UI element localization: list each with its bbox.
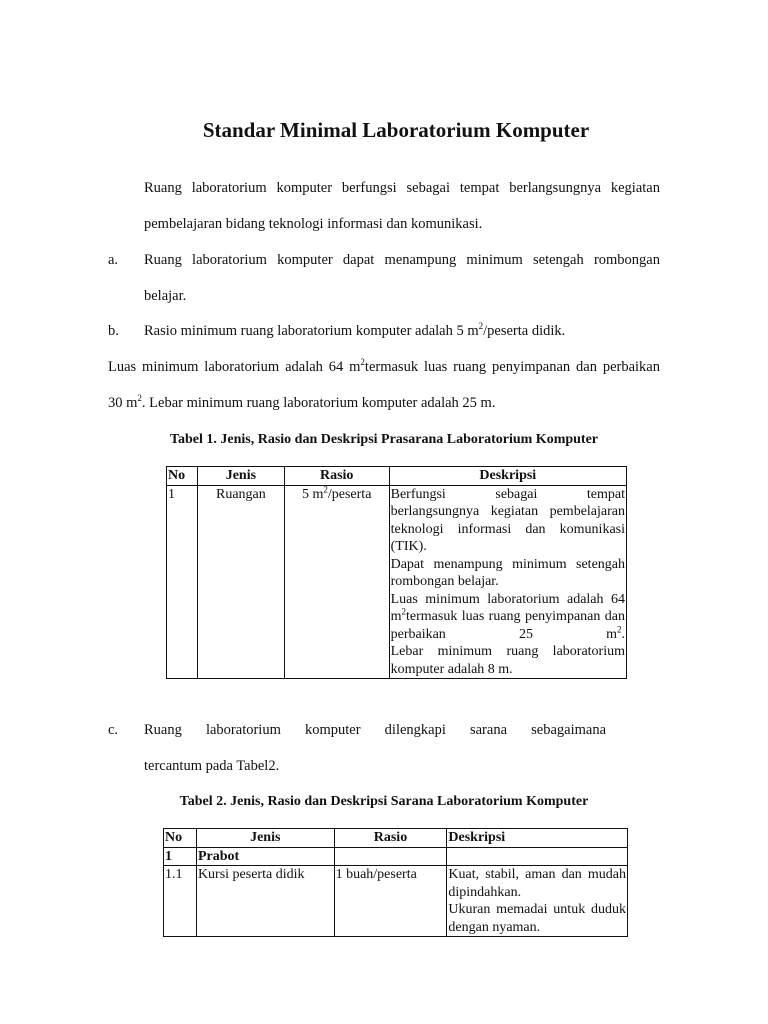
item-a-line-2: belajar.	[144, 288, 187, 304]
table-row	[164, 847, 628, 866]
item-b-marker: b.	[108, 323, 119, 339]
table2-desc-2: Ukuran memadai untuk duduk dengan nyaman.	[448, 902, 626, 935]
table1-caption: Tabel 1. Jenis, Rasio dan Deskripsi Prasarana Laboratorium Komputer	[169, 432, 599, 447]
table1-cell-rasio: 5 $m^2$/peserta	[284, 485, 389, 679]
table2-cell-no: 1.1	[164, 866, 197, 937]
table1-header-rasio: Rasio	[284, 467, 389, 486]
table2-group-no: 1	[164, 847, 197, 866]
table2-header-jenis: Jenis	[196, 829, 334, 848]
luas-line-1: Luas minimum laboratorium adalah 64 $m^2termasuk$ luas ruang penyimpanan dan perbaikan	[108, 357, 660, 375]
table1-cell-jenis: Ruangan	[197, 485, 284, 679]
item-a-marker: a.	[108, 252, 119, 268]
item-b-text: Rasio minimum ruang laboratorium komputer adalah 5 $m^2$/peserta didik.	[144, 321, 566, 339]
table-row	[167, 485, 627, 679]
page-title: Standar Minimal Laboratorium Komputer	[202, 118, 590, 142]
table1	[166, 466, 627, 679]
table1-desc-2: Dapat menampung minimum setengah rombongan belajar.	[390, 556, 625, 589]
table2-cell-deskripsi	[447, 866, 628, 937]
table2-header-no: No	[164, 829, 197, 848]
intro-line-1: Ruang laboratorium komputer berfungsi sebagai tempat berlangsungnya kegiatan	[144, 180, 660, 196]
table1-header-jenis: Jenis	[197, 467, 284, 486]
table1-desc-3: Luas minimum laboratorium adalah 64 $m^2termasuk$ luas ruang penyimpanan dan perbaikan 25 $m^2$.	[390, 591, 625, 642]
table1-header-no: No	[167, 467, 198, 486]
table2-caption: Tabel 2. Jenis, Rasio dan Deskripsi Sarana Laboratorium Komputer	[179, 794, 589, 809]
table1-header-deskripsi: Deskripsi	[389, 467, 626, 486]
table2-header-deskripsi: Deskripsi	[447, 829, 628, 848]
table2	[163, 828, 628, 937]
table2-cell-rasio: 1 buah/peserta	[334, 866, 447, 937]
intro-line-2: pembelajaran bidang teknologi informasi dan komunikasi.	[144, 216, 483, 232]
item-c-line-2: tercantum pada Tabel2.	[144, 758, 280, 774]
luas-line-2: 30 $m^2$. Lebar minimum ruang laboratorium komputer adalah 25 m.	[108, 393, 496, 411]
item-a-line-1: Ruang laboratorium komputer dapat menampung minimum setengah rombongan	[144, 252, 660, 268]
table-row	[164, 866, 628, 937]
item-c-line-1: Ruang laboratorium komputer dilengkapi sarana sebagaimana	[144, 722, 606, 738]
table1-desc-4: Lebar minimum ruang laboratorium komputer adalah 8 m.	[390, 644, 625, 677]
table2-desc-1: Kuat, stabil, aman dan mudah dipindahkan.	[448, 867, 626, 900]
table2-header-rasio: Rasio	[334, 829, 447, 848]
table2-group-jenis: Prabot	[196, 847, 334, 866]
table2-group-deskripsi	[447, 847, 628, 866]
table2-group-rasio	[334, 847, 447, 866]
table1-cell-deskripsi	[389, 485, 626, 679]
table1-cell-no: 1	[167, 485, 198, 679]
table2-cell-jenis: Kursi peserta didik	[196, 866, 334, 937]
table1-desc-1: Berfungsi sebagai tempat berlangsungnya kegiatan pembelajaran teknologi informasi dan komunikasi (TIK).	[390, 486, 625, 554]
item-c-marker: c.	[108, 722, 119, 738]
